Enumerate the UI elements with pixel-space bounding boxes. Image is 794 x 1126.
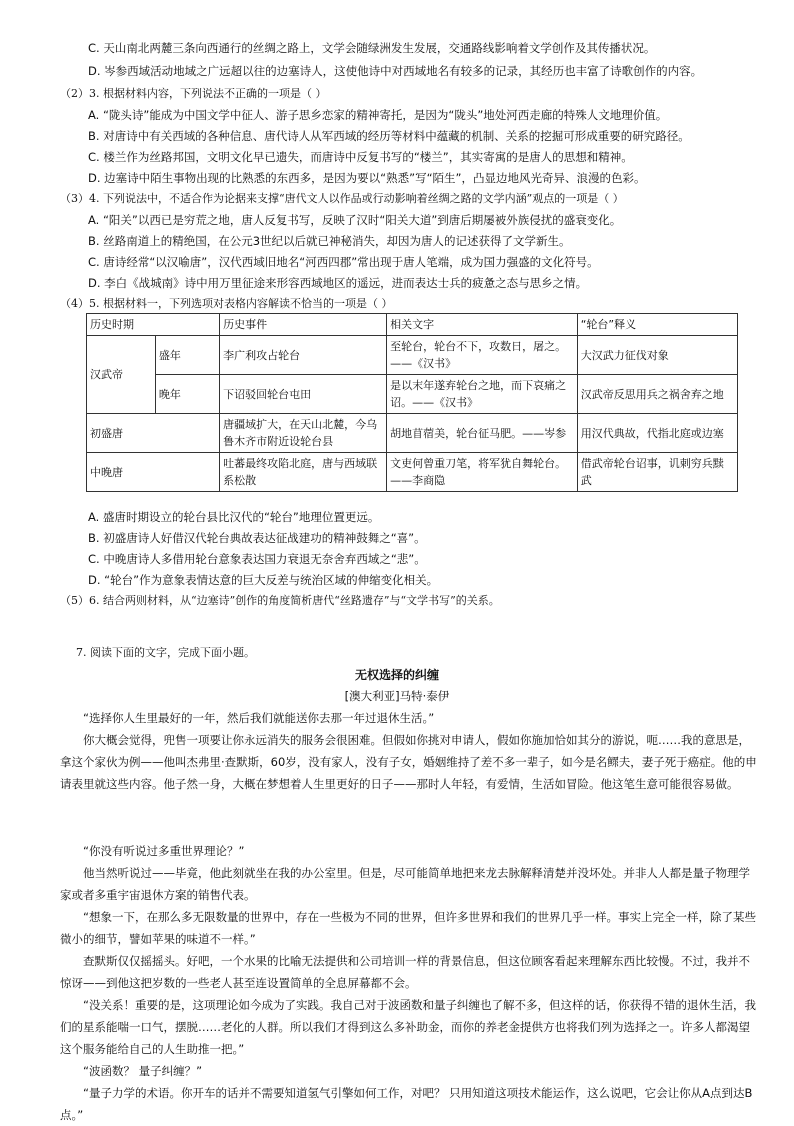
q2-option-a[interactable]: A. “陇头诗”能成为中国文学中征人、游子思乡恋家的精神寄托，是因为“陇头”地处河西走廊的特殊人文地理价值。 xyxy=(88,108,668,122)
story-title: 无权选择的纠缠 xyxy=(354,668,439,682)
story-paragraph: 查默斯仅仅摇摇头。好吧，一个水果的比喻无法提供和公司培训一样的背景信息，但这位顾客看起来理解东西比较慢。不过，我并不惊讶——到他这把岁数的一些老人甚至连设置简单的全息屏幕都不会。 xyxy=(60,954,750,990)
table-header-cell: 历史时期 xyxy=(87,314,220,336)
q3-option-b[interactable]: B. 丝路南道上的精绝国，在公元3世纪以后就已神秘消失，却因为唐人的记述获得了文学新生。 xyxy=(88,234,571,248)
story-paragraph: 你大概会觉得，兜售一项要让你永远消失的服务会很困难。但假如你挑对申请人，假如你施加恰如其分的游说，呃……我的意思是，拿这个家伙为例——他叫杰弗里·查默斯，60岁，没有家人，没有子女，婚姻维持了差不多一辈子，如今是名鳏夫，妻子死于癌症。他的申请表里就这些内容。他子然一身，大概在梦想着人生里更好的日子——那时人年轻，有爱情，生活如冒险。他这笔生意可能很容易做。 xyxy=(60,733,757,791)
table-cell: 汉武帝反思用兵之祸舍弃之地 xyxy=(577,375,737,414)
story-paragraph: “想象一下，在那么多无限数量的世界中，存在一些极为不同的世界，但许多世界和我们的世界几乎一样。事实上完全一样，除了某些微小的细节，譬如苹果的味道不一样。” xyxy=(60,910,756,946)
story-paragraph: 他当然听说过——毕竟，他此刻就坐在我的办公室里。但是，尽可能简单地把来龙去脉解释清楚并没坏处。并非人人都是量子物理学家或者多重宇宙退休方案的销售代表。 xyxy=(60,866,750,902)
q3-option-d[interactable]: D. 李白《战城南》诗中用万里征途来形容西域地区的遥远，进而表达士兵的疲惫之态与思乡之情。 xyxy=(88,276,588,290)
table-cell: 李广利攻占轮台 xyxy=(220,336,387,375)
table-cell: 用汉代典故，代指北庭或边塞 xyxy=(577,414,737,453)
q2-option-d[interactable]: D. 边塞诗中陌生事物出现的比熟悉的东西多，是因为要以“熟悉”写“陌生”，凸显边地风光奇异、浪漫的色彩。 xyxy=(88,171,646,185)
table-cell: 大汉武力征伐对象 xyxy=(577,336,737,375)
lunt-ai-table xyxy=(86,313,738,492)
table-cell: 中晚唐 xyxy=(87,453,220,492)
q7-stem: 7. 阅读下面的文字，完成下面小题。 xyxy=(76,646,255,659)
q5-stem: （5）6. 结合两则材料，从“边塞诗”创作的角度简析唐代“丝路遗存”与“文学书写”的关系。 xyxy=(60,594,500,607)
table-cell: 是以末年遂弃轮台之地，而下哀痛之诏。——《汉书》 xyxy=(387,375,578,414)
q3-stem: （3）4. 下列说法中，不适合作为论据来支撑“唐代文人以作品或行动影响着丝绸之路的文学内涵”观点的一项是（ ） xyxy=(60,192,624,205)
table-header-cell: 相关文字 xyxy=(387,314,578,336)
table-header-cell: “轮台”释义 xyxy=(577,314,737,336)
table-row xyxy=(87,414,738,453)
table-header-cell: 历史事件 xyxy=(220,314,387,336)
story-paragraph: “选择你人生里最好的一年，然后我们就能送你去那一年过退休生活。” xyxy=(83,711,435,725)
table-row xyxy=(87,336,738,375)
q1-option-d[interactable]: D. 岑参西域活动地域之广远超以往的边塞诗人，这使他诗中对西域地名有较多的记录，其经历也丰富了诗歌创作的内容。 xyxy=(88,64,703,78)
table-cell: 唐疆域扩大，在天山北麓，今乌鲁木齐市附近设轮台县 xyxy=(220,414,387,453)
q4-option-c[interactable]: C. 中晚唐诗人多借用轮台意象表达国力衰退无奈舍弃西域之“悲”。 xyxy=(88,552,426,566)
table-cell: 盛年 xyxy=(155,336,219,375)
table-cell: 初盛唐 xyxy=(87,414,220,453)
q4-option-a[interactable]: A. 盛唐时期设立的轮台县比汉代的“轮台”地理位置更远。 xyxy=(88,510,380,524)
table-row xyxy=(87,375,738,414)
story-paragraph: “你没有听说过多重世界理论？” xyxy=(83,844,245,858)
table-cell: 下诏驳回轮台屯田 xyxy=(220,375,387,414)
q2-stem: （2）3. 根据材料内容，下列说法不正确的一项是（ ） xyxy=(60,87,327,100)
q4-option-b[interactable]: B. 初盛唐诗人好借汉代轮台典故表达征战建功的精神鼓舞之“喜”。 xyxy=(88,531,426,545)
q2-option-b[interactable]: B. 对唐诗中有关西域的各种信息、唐代诗人从军西域的经历等材料中蕴藏的机制、关系的挖掘可形成重要的研究路径。 xyxy=(88,129,690,143)
table-cell: 文吏何曾重刀笔，将军犹自舞轮台。——李商隐 xyxy=(387,453,578,492)
story-paragraph: “没关系！重要的是，这项理论如今成为了实践。我自己对于波函数和量子纠缠也了解不多，但这样的话，你获得不错的退休生活，我们的星系能喘一口气，摆脱……老化的人群。所以我们才得到这么多补助金，而你的养老金提供方也将我们列为选择之一。许多人都渴望这个服务能给自己的人生助推一把。” xyxy=(60,998,756,1056)
q4-option-d[interactable]: D. “轮台”作为意象表情达意的巨大反差与统治区域的伸缩变化相关。 xyxy=(88,573,439,587)
q4-stem: （4）5. 根据材料一，下列选项对表格内容解读不恰当的一项是（ ） xyxy=(60,297,393,310)
table-cell: 至轮台，轮台不下，攻数日，屠之。——《汉书》 xyxy=(387,336,578,375)
story-paragraph: “量子力学的术语。你开车的话并不需要知道氢气引擎如何工作，对吧？ 只用知道这项技术能运作，这么说吧，它会让你从A点到达B点。” xyxy=(60,1086,753,1122)
table-row xyxy=(87,453,738,492)
q1-option-c[interactable]: C. 天山南北两麓三条向西通行的丝绸之路上，文学会随绿洲发生发展，交通路线影响着文学创作及其传播状况。 xyxy=(88,41,656,55)
table-header-row xyxy=(87,314,738,336)
story-author: [澳大利亚]马特·泰伊 xyxy=(344,689,450,703)
story-paragraph: “波函数？ 量子纠缠？” xyxy=(83,1064,203,1078)
table-cell: 吐蕃最终攻陷北庭，唐与西域联系松散 xyxy=(220,453,387,492)
table-cell: 借武帝轮台诏事，讥刺穷兵黩武 xyxy=(577,453,737,492)
q3-option-a[interactable]: A. “阳关”以西已是穷荒之地，唐人反复书写，反映了汉时“阳关大道”到唐后期屡被外族侵扰的盛衰变化。 xyxy=(88,213,622,227)
q2-option-c[interactable]: C. 楼兰作为丝路邦国，文明文化早已遗失，而唐诗中反复书写的“楼兰”，其实寄寓的是唐人的思想和精神。 xyxy=(88,150,633,164)
table-cell: 胡地苜蓿美，轮台征马肥。——岑参 xyxy=(387,414,578,453)
table-cell: 晚年 xyxy=(155,375,219,414)
table-group-label: 汉武帝 xyxy=(87,336,156,414)
q3-option-c[interactable]: C. 唐诗经常“以汉喻唐”，汉代西域旧地名“河西四郡”常出现于唐人笔端，成为国力强盛的文化符号。 xyxy=(88,255,599,269)
